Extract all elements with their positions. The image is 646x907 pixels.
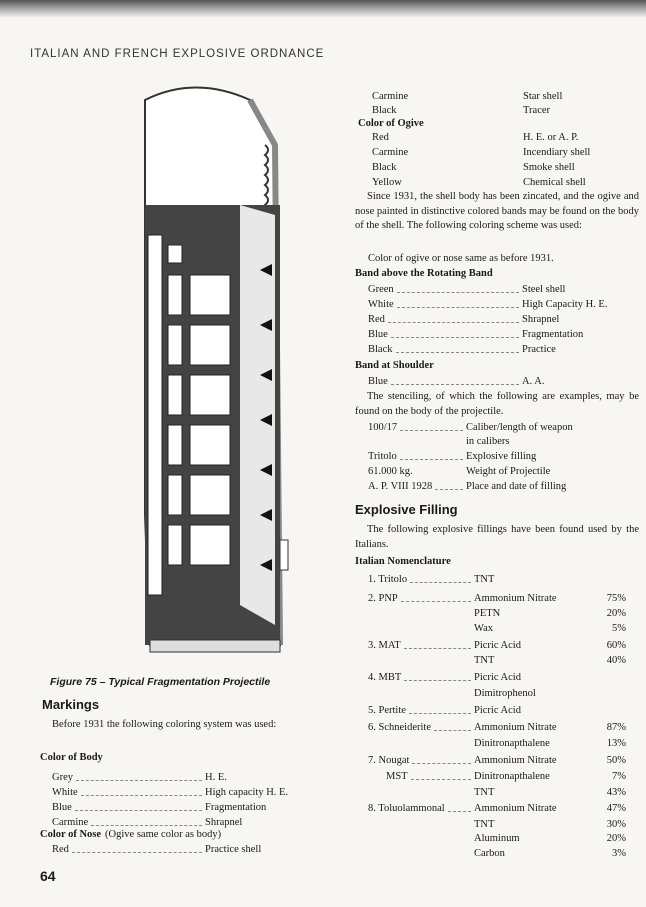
- item-key: White: [52, 787, 78, 798]
- list-item: [368, 313, 522, 326]
- item-value: Aluminum: [474, 833, 520, 844]
- item-value: Incendiary shell: [523, 147, 591, 158]
- item-key: Red: [372, 132, 389, 143]
- list-item: [368, 573, 474, 586]
- item-value: Practice: [522, 344, 556, 355]
- list-item: [368, 343, 522, 356]
- item-value: TNT: [474, 655, 495, 666]
- item-value: Dinitronapthalene: [474, 738, 550, 749]
- list-item: [372, 131, 523, 144]
- item-key: 7. Nougat: [368, 755, 410, 766]
- leader-dots: [91, 816, 202, 826]
- subheading-color-of-body: Color of Body: [40, 752, 103, 763]
- leader-dots: [413, 465, 466, 478]
- item-key: 3. MAT: [368, 640, 401, 651]
- list-item: [368, 421, 466, 434]
- item-value: TNT: [474, 787, 495, 798]
- list-item: [368, 639, 474, 652]
- leader-dots: [397, 298, 519, 308]
- section-heading-explosive-filling: Explosive Filling: [355, 502, 458, 517]
- note: Color of ogive or nose same as before 1931.: [368, 253, 554, 264]
- item-key: MST: [386, 771, 408, 782]
- percentage: 30%: [606, 819, 626, 830]
- percentage: 60%: [606, 640, 626, 651]
- percentage: 47%: [606, 803, 626, 814]
- leader-dots: [404, 639, 471, 649]
- leader-dots: [408, 146, 523, 159]
- item-value: TNT: [474, 819, 495, 830]
- subheading-band-rotating: Band above the Rotating Band: [355, 268, 493, 279]
- percentage: 13%: [606, 738, 626, 749]
- item-key: A. P. VIII 1928: [368, 481, 433, 492]
- list-item: [368, 671, 474, 684]
- running-header: ITALIAN AND FRENCH EXPLOSIVE ORDNANCE: [30, 48, 325, 60]
- leader-dots: [397, 104, 524, 117]
- item-value: Weight of Projectile: [466, 466, 551, 477]
- item-key: Carmine: [372, 91, 409, 102]
- item-key: Blue: [52, 802, 72, 813]
- list-item: [368, 328, 522, 341]
- item-value: H. E. or A. P.: [523, 132, 579, 143]
- item-key: Carmine: [52, 817, 89, 828]
- item-value: Ammonium Nitrate: [474, 803, 557, 814]
- list-item: [372, 104, 523, 117]
- item-key: Tritolo: [368, 451, 397, 462]
- item-value: Smoke shell: [523, 162, 575, 173]
- leader-dots: [402, 176, 523, 189]
- list-item: [368, 704, 474, 717]
- paragraph: The following explosive fillings have been found used by the Italians.: [355, 524, 639, 550]
- scan-edge: [0, 0, 646, 18]
- paragraph: Before 1931 the following coloring system was used:: [52, 719, 277, 730]
- percentage: 87%: [606, 722, 626, 733]
- leader-dots: [72, 843, 202, 853]
- item-key: Carmine: [372, 147, 409, 158]
- item-value: H. E.: [205, 772, 227, 783]
- list-item: [368, 283, 522, 296]
- leader-dots: [389, 131, 523, 144]
- leader-dots: [76, 771, 202, 781]
- item-key: Red: [52, 844, 69, 855]
- item-value: Dinitronapthalene: [474, 771, 550, 782]
- leader-dots: [391, 375, 519, 385]
- percentage: 5%: [612, 623, 626, 634]
- leader-dots: [75, 801, 202, 811]
- item-key: White: [368, 299, 394, 310]
- leader-dots: [400, 450, 463, 460]
- leader-dots: [391, 328, 519, 338]
- item-key: Grey: [52, 772, 73, 783]
- leader-dots: [388, 313, 519, 323]
- item-value: Dimitrophenol: [474, 688, 536, 699]
- list-item: [368, 480, 466, 493]
- leader-dots: [408, 90, 523, 103]
- figure-caption: Figure 75 – Typical Fragmentation Projectile: [50, 676, 271, 688]
- item-value: Practice shell: [205, 844, 262, 855]
- section-heading-markings: Markings: [42, 697, 100, 712]
- item-value: Ammonium Nitrate: [474, 722, 557, 733]
- item-key: Black: [372, 162, 397, 173]
- item-key: Green: [368, 284, 394, 295]
- item-value: Fragmentation: [205, 802, 267, 813]
- leader-dots: [401, 592, 471, 602]
- list-item: [368, 450, 466, 463]
- percentage: 20%: [606, 833, 626, 844]
- item-value: Picric Acid: [474, 705, 521, 716]
- percentage: 20%: [606, 608, 626, 619]
- note: (Ogive same color as body): [105, 829, 222, 840]
- item-value: Chemical shell: [523, 177, 586, 188]
- item-value: Ammonium Nitrate: [474, 593, 557, 604]
- projectile-figure: [90, 85, 300, 665]
- paragraph: The stenciling, of which the following are examples, may be found on the body of the projectile.: [355, 391, 639, 417]
- page-number: 64: [40, 868, 56, 884]
- item-value: Shrapnel: [205, 817, 243, 828]
- leader-dots: [410, 573, 471, 583]
- item-key: Blue: [368, 329, 388, 340]
- paragraph: Since 1931, the shell body has been zincated, and the ogive and nose painted in distinctive colored bands may be found on the body of the shell. The following coloring scheme was used:: [355, 191, 639, 231]
- item-value: Fragmentation: [522, 329, 584, 340]
- item-key: 100/17: [368, 422, 398, 433]
- list-item: [368, 721, 474, 734]
- subheading-band-shoulder: Band at Shoulder: [355, 360, 434, 371]
- item-value: Steel shell: [522, 284, 566, 295]
- item-key: 4. MBT: [368, 672, 402, 683]
- percentage: 75%: [606, 593, 626, 604]
- item-key: 2. PNP: [368, 593, 398, 604]
- percentage: 40%: [606, 655, 626, 666]
- item-value: Picric Acid: [474, 640, 521, 651]
- list-item: [52, 786, 205, 799]
- item-key: Black: [368, 344, 393, 355]
- list-item: [368, 375, 522, 388]
- leader-dots: [409, 704, 471, 714]
- leader-dots: [397, 161, 524, 174]
- item-key: 6. Schneiderite: [368, 722, 431, 733]
- item-value: Place and date of filling: [466, 481, 567, 492]
- leader-dots: [81, 786, 202, 796]
- percentage: 50%: [606, 755, 626, 766]
- item-key: Red: [368, 314, 385, 325]
- item-value: Star shell: [523, 91, 563, 102]
- item-value: in calibers: [466, 436, 510, 447]
- leader-dots: [411, 770, 471, 780]
- leader-dots: [404, 671, 471, 681]
- list-item: [368, 465, 466, 478]
- item-key: Yellow: [372, 177, 402, 188]
- item-value: Explosive filling: [466, 451, 537, 462]
- leader-dots: [396, 343, 520, 353]
- percentage: 43%: [606, 787, 626, 798]
- list-item: [386, 770, 474, 783]
- list-item: [372, 146, 523, 159]
- list-item: [372, 161, 523, 174]
- percentage: 7%: [612, 771, 626, 782]
- item-value: Caliber/length of weapon: [466, 422, 573, 433]
- item-value: High Capacity H. E.: [522, 299, 608, 310]
- list-item: [368, 802, 474, 815]
- list-item: [372, 176, 523, 189]
- item-key: 8. Toluolammonal: [368, 803, 445, 814]
- list-item: [52, 771, 205, 784]
- leader-dots: [397, 283, 519, 293]
- list-item: [52, 843, 205, 856]
- item-value: Wax: [474, 623, 493, 634]
- leader-dots: [435, 480, 463, 490]
- leader-dots: [400, 421, 463, 431]
- item-key: 1. Tritolo: [368, 574, 408, 585]
- item-key: 5. Pertite: [368, 705, 406, 716]
- percentage: 3%: [612, 848, 626, 859]
- subheading-color-of-nose-row: [40, 828, 221, 841]
- subheading-italian-nomenclature: Italian Nomenclature: [355, 556, 451, 567]
- item-value: Picric Acid: [474, 672, 521, 683]
- item-key: Black: [372, 105, 397, 116]
- item-value: Shrapnel: [522, 314, 560, 325]
- subheading-color-of-ogive: Color of Ogive: [358, 118, 424, 129]
- item-value: A. A.: [522, 376, 545, 387]
- item-value: Ammonium Nitrate: [474, 755, 557, 766]
- list-item: [52, 801, 205, 814]
- subheading-color-of-nose: Color of Nose: [40, 829, 102, 840]
- item-value: Tracer: [523, 105, 551, 116]
- leader-dots: [448, 802, 471, 812]
- item-key: 61.000 kg.: [368, 466, 413, 477]
- list-item: [368, 592, 474, 605]
- leader-dots: [412, 754, 471, 764]
- item-value: TNT: [474, 574, 495, 585]
- item-value: PETN: [474, 608, 501, 619]
- item-value: Carbon: [474, 848, 505, 859]
- item-value: High capacity H. E.: [205, 787, 289, 798]
- list-item: [368, 298, 522, 311]
- leader-dots: [434, 721, 471, 731]
- list-item: [372, 90, 523, 103]
- item-key: Blue: [368, 376, 388, 387]
- list-item: [368, 754, 474, 767]
